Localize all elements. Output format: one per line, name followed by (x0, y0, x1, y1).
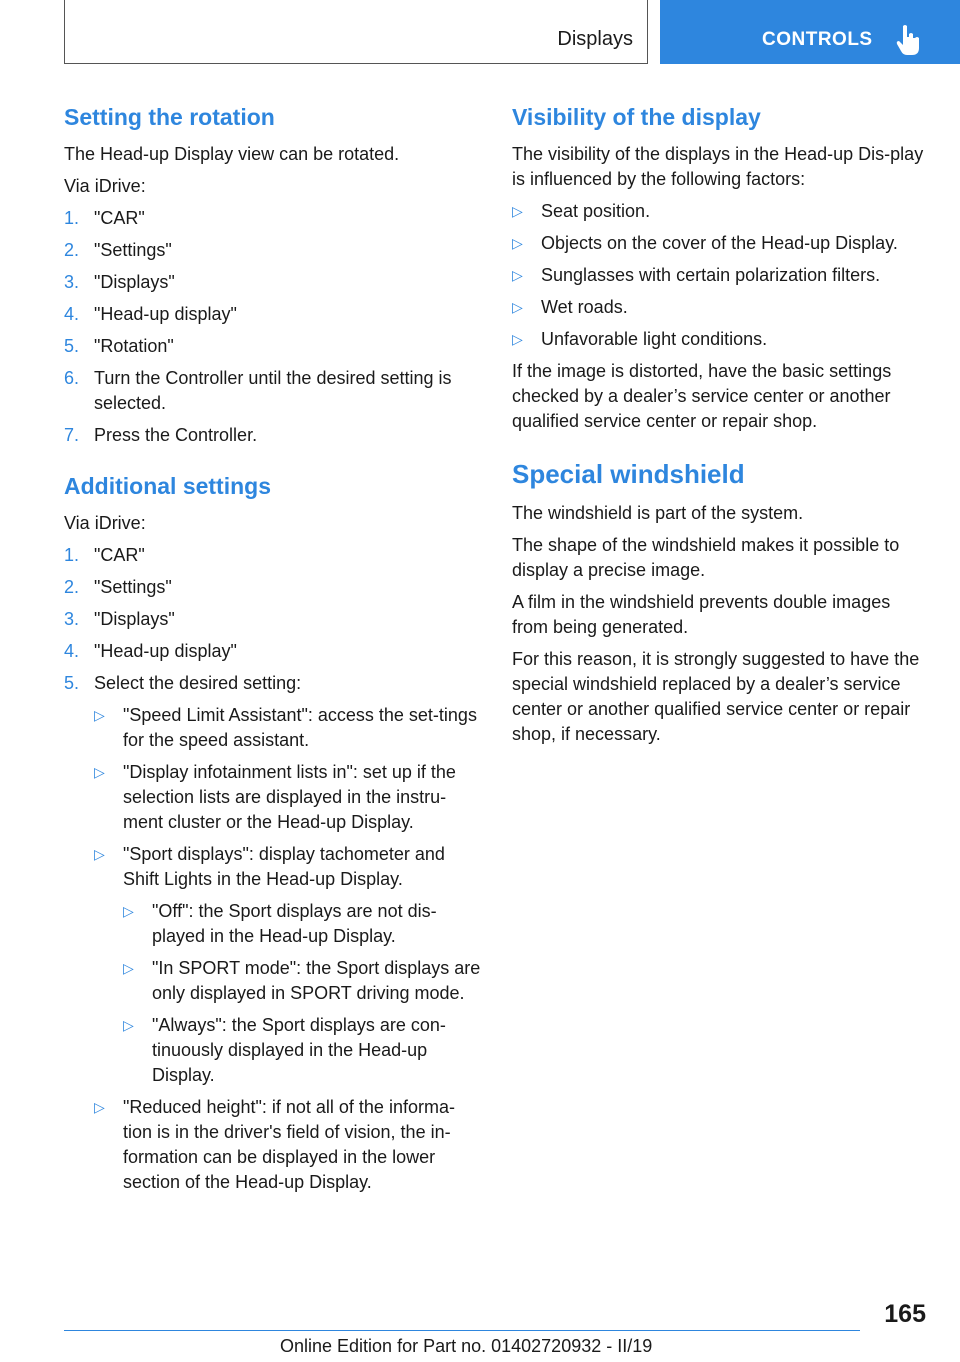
section-title: Displays (557, 28, 633, 50)
option-text: "Reduced height": if not all of the informa-tion is in the driver's field of vision, the in-formation can be displayed in the lower section of the Head-up Display. (123, 1097, 455, 1192)
edition-note: Online Edition for Part no. 01402720932 - II/19 (280, 1336, 653, 1356)
right-column (512, 100, 928, 754)
list-item (64, 423, 482, 448)
step-number: 1. (64, 545, 80, 565)
windshield-p2: The shape of the windshield makes it possible to display a precise image. (512, 535, 900, 580)
rotation-steps (64, 206, 482, 448)
rotation-title: Setting the rotation (64, 104, 275, 130)
triangle-bullet-icon: ▷ (94, 1099, 105, 1115)
list-item (64, 607, 482, 632)
step-text: "Settings" (94, 240, 172, 260)
option-text: "Speed Limit Assistant": access the set-tings for the speed assistant. (123, 705, 477, 750)
list-item (64, 639, 482, 664)
triangle-bullet-icon: ▷ (512, 203, 523, 219)
triangle-bullet-icon: ▷ (512, 299, 523, 315)
triangle-bullet-icon: ▷ (512, 235, 523, 251)
factor-text: Objects on the cover of the Head-up Display. (541, 233, 898, 253)
option-text: "Display infotainment lists in": set up if the selection lists are displayed in the instru-ment cluster or the Head-up Display. (123, 762, 456, 832)
list-item (64, 270, 482, 295)
list-item (512, 199, 928, 224)
rotation-intro: The Head-up Display view can be rotated. (64, 144, 400, 164)
list-item (94, 703, 482, 753)
step-text: "Settings" (94, 577, 172, 597)
list-item (64, 366, 482, 416)
list-item (64, 206, 482, 231)
page-number: 165 (884, 1300, 926, 1328)
footer-divider (64, 1330, 860, 1331)
step-text: "Rotation" (94, 336, 174, 356)
step-number: 5. (64, 673, 80, 693)
visibility-factors (512, 199, 928, 352)
option-text: "Off": the Sport displays are not dis-played in the Head-up Display. (152, 901, 437, 946)
triangle-bullet-icon: ▷ (123, 960, 134, 976)
triangle-bullet-icon: ▷ (512, 267, 523, 283)
factor-text: Unfavorable light conditions. (541, 329, 768, 349)
list-item (512, 263, 928, 288)
visibility-title: Visibility of the display (512, 104, 761, 130)
list-item (64, 575, 482, 600)
setting-options (94, 703, 482, 1195)
list-item (123, 1013, 482, 1088)
option-text: "Always": the Sport displays are con-tinuously displayed in the Head-up Display. (152, 1015, 446, 1085)
step-number: 4. (64, 641, 80, 661)
list-item (512, 295, 928, 320)
step-number: 1. (64, 208, 80, 228)
triangle-bullet-icon: ▷ (94, 846, 105, 862)
list-item (64, 671, 482, 1195)
step-number: 2. (64, 577, 80, 597)
step-text: Select the desired setting: (94, 673, 302, 693)
factor-text: Seat position. (541, 201, 651, 221)
list-item (94, 842, 482, 1088)
triangle-bullet-icon: ▷ (94, 707, 105, 723)
factor-text: Wet roads. (541, 297, 628, 317)
step-text: "CAR" (94, 208, 145, 228)
step-number: 3. (64, 609, 80, 629)
step-text: "CAR" (94, 545, 145, 565)
list-item (64, 334, 482, 359)
list-item (512, 327, 928, 352)
additional-steps (64, 543, 482, 1195)
step-number: 7. (64, 425, 80, 445)
option-text: "In SPORT mode": the Sport displays are only displayed in SPORT driving mode. (152, 958, 481, 1003)
chapter-tab (660, 0, 960, 64)
sport-options (123, 899, 482, 1088)
list-item (64, 238, 482, 263)
step-number: 3. (64, 272, 80, 292)
visibility-intro: The visibility of the displays in the Head-up Dis-play is influenced by the following factors: (512, 144, 924, 189)
additional-title: Additional settings (64, 473, 271, 499)
windshield-p3: A film in the windshield prevents double images from being generated. (512, 592, 891, 637)
list-item (512, 231, 928, 256)
step-text: "Displays" (94, 272, 175, 292)
triangle-bullet-icon: ▷ (94, 764, 105, 780)
list-item (64, 302, 482, 327)
header-box (64, 0, 648, 64)
triangle-bullet-icon: ▷ (123, 1017, 134, 1033)
chapter-label: CONTROLS (762, 29, 873, 50)
visibility-note: If the image is distorted, have the basic settings checked by a dealer’s service center or another qualified service center or repair shop. (512, 361, 892, 431)
list-item (123, 956, 482, 1006)
factor-text: Sunglasses with certain polarization filters. (541, 265, 881, 285)
step-text: "Displays" (94, 609, 175, 629)
hand-pointer-icon (896, 24, 922, 56)
left-column (64, 100, 482, 1202)
rotation-via: Via iDrive: (64, 176, 146, 196)
list-item (123, 899, 482, 949)
step-text: Press the Controller. (94, 425, 258, 445)
additional-via: Via iDrive: (64, 513, 146, 533)
list-item (94, 760, 482, 835)
windshield-title: Special windshield (512, 459, 745, 489)
windshield-p4: For this reason, it is strongly suggested to have the special windshield replaced by a dealer’s service center or another qualified service center or repair shop, if necessary. (512, 649, 920, 744)
windshield-p1: The windshield is part of the system. (512, 503, 804, 523)
option-text: "Sport displays": display tachometer and Shift Lights in the Head-up Display. (123, 844, 445, 889)
list-item (94, 1095, 482, 1195)
step-number: 4. (64, 304, 80, 324)
list-item (64, 543, 482, 568)
triangle-bullet-icon: ▷ (512, 331, 523, 347)
step-number: 2. (64, 240, 80, 260)
step-number: 5. (64, 336, 80, 356)
step-number: 6. (64, 368, 80, 388)
step-text: "Head-up display" (94, 641, 237, 661)
step-text: Turn the Controller until the desired setting is selected. (94, 368, 452, 413)
step-text: "Head-up display" (94, 304, 237, 324)
triangle-bullet-icon: ▷ (123, 903, 134, 919)
